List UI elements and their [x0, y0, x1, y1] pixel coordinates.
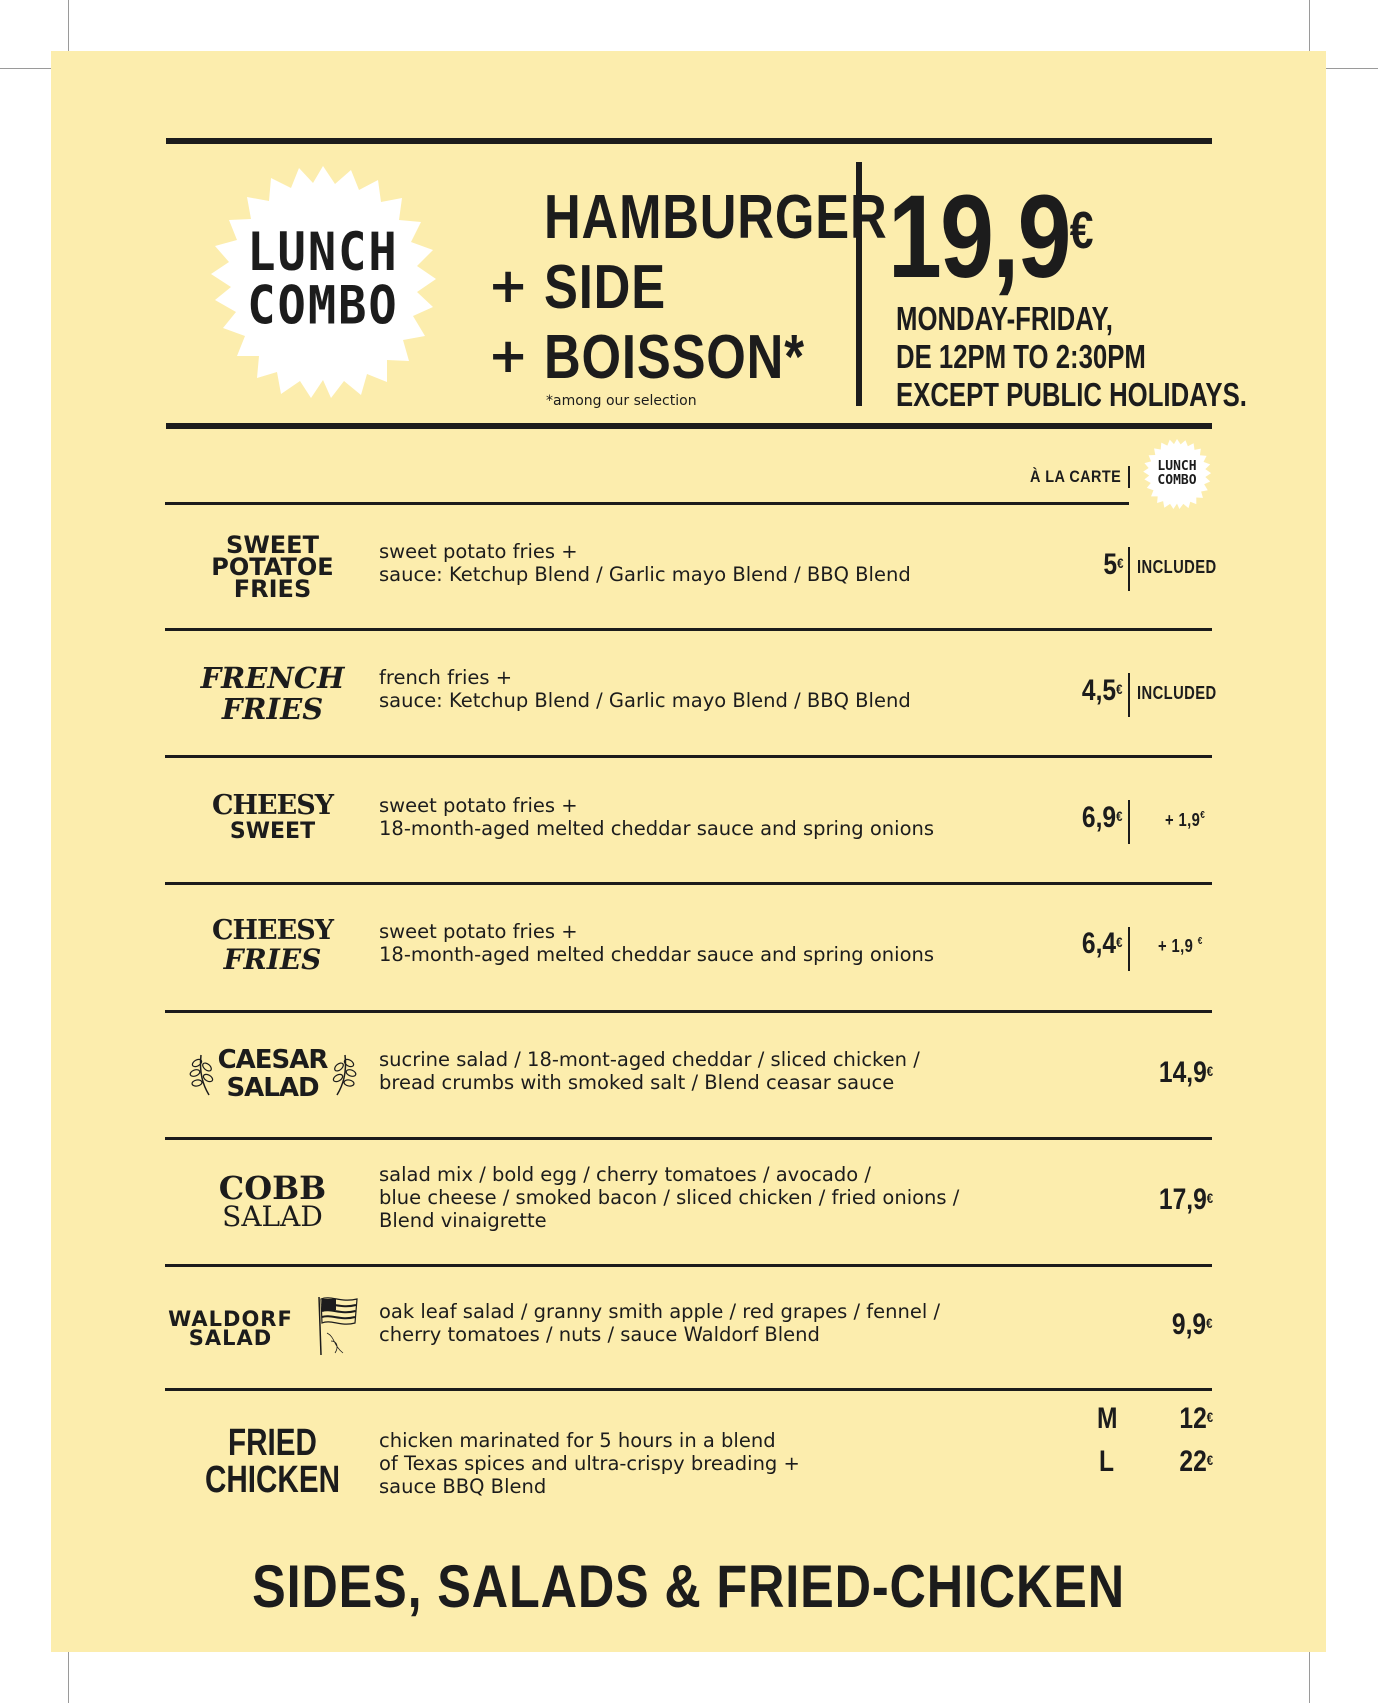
section-title-text: SIDES, SALADS & FRIED-CHICKEN — [252, 1553, 1126, 1620]
item-description — [379, 794, 934, 840]
plus-icon: + — [488, 328, 529, 384]
price-currency: € — [1206, 1315, 1213, 1331]
price-value: 9,9 — [1172, 1308, 1207, 1341]
combo-price-value: 19,9 — [888, 171, 1070, 303]
price-value: 6,4 — [1082, 927, 1117, 960]
combo-currency: € — [1197, 936, 1203, 947]
item-logo — [153, 1307, 308, 1350]
availability-line-1: MONDAY-FRIDAY, — [896, 300, 1113, 337]
combo-price — [888, 171, 1092, 303]
item-description — [379, 540, 911, 586]
price-divider — [1128, 547, 1130, 591]
price-currency: € — [1116, 808, 1123, 824]
logo-line: WALDORF — [168, 1307, 293, 1331]
desc-line: 18-month-aged melted cheddar sauce and spring onions — [379, 943, 935, 966]
desc-line: sweet potato fries + — [379, 794, 578, 817]
size-label: L — [1099, 1445, 1115, 1478]
price-currency: € — [1206, 1409, 1213, 1425]
item-logo — [165, 663, 380, 725]
item-price — [1082, 929, 1123, 959]
desc-line: cherry tomatoes / nuts / sauce Waldorf Blend — [379, 1323, 820, 1346]
price-value: 5 — [1102, 548, 1117, 581]
item-combo-price — [1165, 810, 1205, 831]
size-price — [1179, 1447, 1213, 1477]
desc-line: Blend vinaigrette — [379, 1209, 547, 1232]
price-currency: € — [1206, 1190, 1213, 1206]
menu-item-cobb-salad — [165, 1140, 1213, 1264]
item-price — [1082, 803, 1123, 833]
item-logo — [165, 917, 380, 975]
desc-line: blue cheese / smoked bacon / sliced chicken / fried onions / — [379, 1186, 960, 1209]
item-description — [379, 666, 911, 712]
combo-side: SIDE — [544, 253, 666, 322]
logo-line: SALAD — [226, 1073, 319, 1103]
crop-mark — [1309, 0, 1310, 52]
menu-item-waldorf-salad — [165, 1267, 1213, 1388]
price-value: 14,9 — [1158, 1056, 1207, 1089]
menu-item-cheesy-fries — [165, 885, 1213, 1010]
column-lunch-combo-badge — [1142, 439, 1212, 509]
item-price — [1172, 1310, 1213, 1340]
menu-item-sweet-potatoe-fries — [165, 505, 1217, 628]
crop-mark — [68, 0, 69, 52]
menu-item-cheesy-sweet — [165, 758, 1213, 882]
desc-line: french fries + — [379, 666, 513, 689]
crop-mark — [68, 1652, 69, 1703]
logo-line: CHICKEN — [204, 1459, 341, 1501]
desc-line: sweet potato fries + — [379, 920, 578, 943]
item-combo-price — [1158, 936, 1203, 957]
header-top-rule — [166, 138, 1212, 144]
logo-line: FRIES — [233, 575, 312, 603]
size-price — [1179, 1404, 1213, 1434]
price-divider — [1128, 800, 1130, 844]
logo-line: CHEESY — [212, 790, 333, 821]
flag-icon — [313, 1293, 359, 1357]
mini-badge-line-2: COMBO — [1157, 473, 1197, 488]
logo-line: CAESAR — [217, 1045, 328, 1075]
item-logo — [165, 531, 380, 603]
item-description — [379, 1048, 920, 1094]
combo-currency: € — [1200, 810, 1206, 821]
combo-hamburger: HAMBURGER — [544, 183, 888, 252]
item-description — [379, 920, 934, 966]
crop-mark — [1309, 1652, 1310, 1703]
price-value: 17,9 — [1158, 1183, 1207, 1216]
logo-line: FRIES — [223, 943, 322, 976]
desc-line: sweet potato fries + — [379, 540, 578, 563]
column-divider — [1128, 466, 1130, 488]
logo-line: CHEESY — [212, 915, 333, 946]
crop-mark — [1326, 68, 1378, 69]
item-price — [1159, 1058, 1213, 1088]
price-value: 4,5 — [1082, 674, 1117, 707]
mini-badge-line-1: LUNCH — [1157, 459, 1197, 474]
section-title — [0, 1555, 1378, 1619]
price-currency: € — [1116, 681, 1123, 697]
item-combo-price: INCLUDED — [1137, 557, 1217, 577]
price-currency: € — [1206, 1063, 1213, 1079]
availability-line-3: EXCEPT PUBLIC HOLIDAYS. — [896, 376, 1247, 413]
price-value: 22 — [1179, 1445, 1207, 1478]
logo-line: SALAD — [188, 1326, 273, 1350]
price-divider — [1128, 673, 1130, 717]
combo-value: + 1,9 — [1158, 936, 1198, 956]
price-value: 6,9 — [1082, 801, 1117, 834]
logo-line: POTATOE — [211, 553, 334, 581]
combo-boisson: BOISSON* — [544, 323, 805, 392]
logo-line: SALAD — [222, 1200, 323, 1233]
price-divider — [1128, 927, 1130, 971]
logo-line: SWEET — [226, 531, 319, 559]
item-logo — [165, 1422, 380, 1501]
price-currency: € — [1206, 1452, 1213, 1468]
availability-line-2: DE 12PM TO 2:30PM — [896, 338, 1146, 375]
desc-line: sauce: Ketchup Blend / Garlic mayo Blend / BBQ Blend — [379, 563, 911, 586]
item-description — [379, 1429, 800, 1498]
item-combo-price: INCLUDED — [1137, 683, 1217, 703]
combo-price-currency: € — [1069, 202, 1092, 260]
menu-item-fried-chicken — [165, 1391, 1213, 1521]
desc-line: of Texas spices and ultra-crispy breading + — [379, 1452, 800, 1475]
column-a-la-carte: À LA CARTE — [1030, 467, 1122, 486]
badge-line-2: COMBO — [247, 275, 399, 338]
plus-icon: + — [488, 258, 529, 314]
size-label: M — [1097, 1402, 1118, 1435]
desc-line: oak leaf salad / granny smith apple / red grapes / fennel / — [379, 1300, 941, 1323]
desc-line: chicken marinated for 5 hours in a blend — [379, 1429, 776, 1452]
desc-line: 18-month-aged melted cheddar sauce and spring onions — [379, 817, 935, 840]
price-currency: € — [1116, 555, 1123, 571]
combo-footnote: *among our selection — [546, 393, 697, 409]
logo-line: FRENCH — [200, 661, 345, 695]
crop-mark — [0, 68, 52, 69]
item-logo — [165, 792, 380, 844]
combo-value: + 1,9 — [1165, 810, 1201, 830]
item-logo — [165, 1169, 380, 1233]
item-price — [1082, 676, 1123, 706]
logo-line: COBB — [218, 1169, 327, 1207]
item-description — [379, 1163, 959, 1232]
item-description — [379, 1300, 940, 1346]
price-currency: € — [1116, 934, 1123, 950]
price-value: 12 — [1179, 1402, 1207, 1435]
combo-availability — [896, 300, 1247, 414]
item-price — [1159, 1185, 1213, 1215]
header-bottom-rule — [166, 423, 1212, 429]
desc-line: sucrine salad / 18-mont-aged cheddar / sliced chicken / — [379, 1048, 920, 1071]
desc-line: salad mix / bold egg / cherry tomatoes / avocado / — [379, 1163, 871, 1186]
item-price — [1103, 550, 1123, 580]
logo-line: FRIED — [228, 1422, 317, 1464]
desc-line: bread crumbs with smoked salt / Blend ceasar sauce — [379, 1071, 895, 1094]
logo-line: FRIES — [221, 692, 324, 726]
menu-item-french-fries — [165, 631, 1217, 755]
item-logo — [165, 1046, 380, 1102]
badge-line-1: LUNCH — [247, 221, 399, 284]
desc-line: sauce: Ketchup Blend / Garlic mayo Blend / BBQ Blend — [379, 689, 911, 712]
logo-line: SWEET — [229, 819, 316, 844]
desc-line: sauce BBQ Blend — [379, 1475, 547, 1498]
menu-item-caesar-salad — [165, 1013, 1213, 1137]
lunch-combo-badge — [207, 166, 439, 398]
